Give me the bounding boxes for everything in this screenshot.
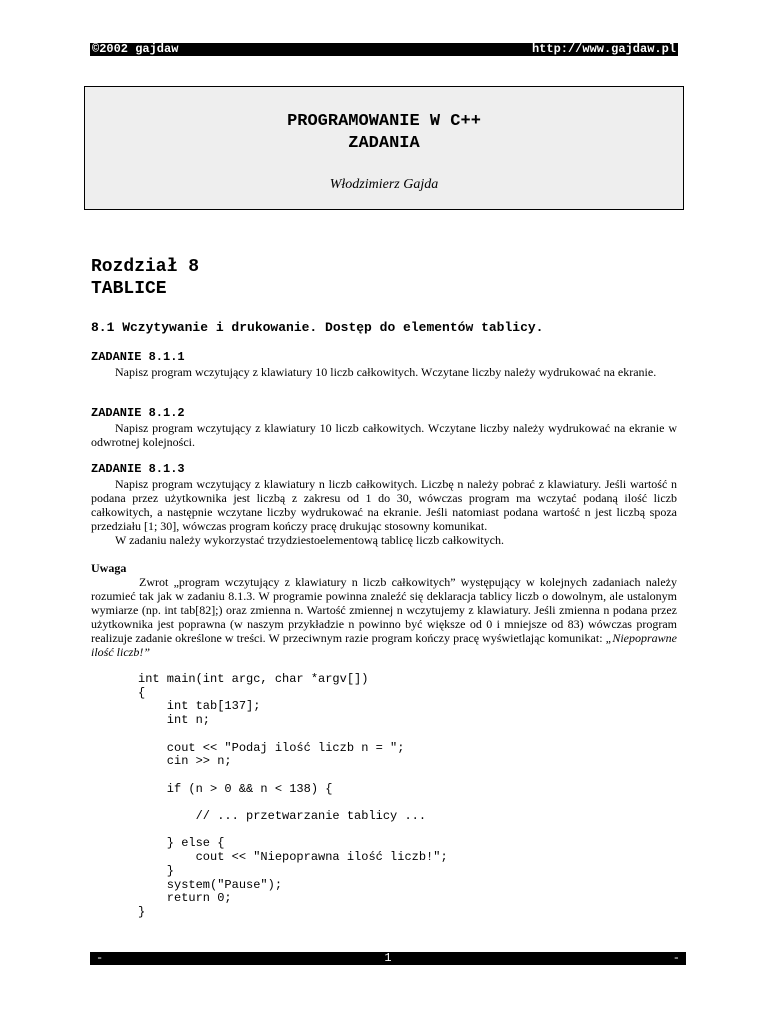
task-paragraph: Napisz program wczytujący z klawiatury 10 liczb całkowitych. Wczytane liczby należy wydrukować na ekranie. (115, 365, 657, 379)
task-body (91, 421, 677, 449)
code-listing: int main(int argc, char *argv[]) { int tab[137]; int n; cout << "Podaj ilość liczb n = "; cin >> n; if (n > 0 && n < 138) { // ... przetwarzanie tablicy ... } else { cout << "Niepoprawna ilość liczb!"; } system("Pause"); return 0; } (138, 672, 448, 919)
note-text: Zwrot „program wczytujący z klawiatury n liczb całkowitych” występujący w kolejnych zadaniach należy rozumieć tak jak w zadaniu 8.1.3. W programie powinna znaleźć się deklaracja tablicy liczb o dowolnym, ale ustalonym wymiarze (np. int tab[82];) oraz zmienna n. Wartość zmiennej n wczytujemy z klawiatury. Jeśli zmienna n podana przez użytkownika jest poprawna (w naszym przykładzie n powinno być większe od 0 i mniejsze od 83) wówczas program realizuje zadanie określone w treści. W przeciwnym razie program kończy pracę wyświetlając komunikat: (91, 575, 677, 645)
task-paragraph: Napisz program wczytujący z klawiatury n liczb całkowitych. Liczbę n należy pobrać z klawiatury. Jeśli wartość n podana przez użytkownika jest liczbą z zakresu od 1 do 30, wówczas program ma wczytać podaną ilość liczb całkowitych, a następnie wczytane liczby wydrukować na ekranie. Jeśli natomiast podana wartość n jest liczbą spoza przedziału [1; 30], wówczas program kończy pracę drukując stosowny komunikat. (91, 477, 677, 533)
header-url: http://www.gajdaw.pl (531, 42, 676, 56)
task-body (91, 477, 677, 547)
page-footer-bar (90, 952, 686, 965)
page-number: 1 (384, 951, 392, 965)
task-paragraph: Napisz program wczytujący z klawiatury 10 liczb całkowitych. Wczytane liczby należy wydrukować na ekranie w odwrotnej kolejności. (91, 421, 677, 449)
task-title: ZADANIE 8.1.3 (91, 462, 185, 476)
footer-right-dash: - (672, 951, 680, 965)
page-header-bar (90, 43, 678, 56)
header-copyright: ©2002 gajdaw (92, 42, 179, 56)
document-title: PROGRAMOWANIE W C++ (287, 112, 481, 131)
note-message: „Niepoprawne ilość liczb!” (91, 631, 677, 659)
task-body (91, 365, 677, 379)
note-title: Uwaga (91, 561, 127, 575)
note-body (91, 575, 677, 659)
task-paragraph: W zadaniu należy wykorzystać trzydziestoelementową tablicę liczb całkowitych. (115, 533, 504, 547)
note-paragraph (91, 575, 677, 659)
document-subtitle: ZADANIA (348, 134, 420, 153)
author-name: Włodzimierz Gajda (329, 177, 439, 192)
chapter-title: TABLICE (91, 279, 167, 299)
chapter-number: Rozdział 8 (91, 257, 200, 277)
footer-left-dash: - (96, 951, 104, 965)
chapter-heading (91, 256, 199, 300)
task-title: ZADANIE 8.1.2 (91, 406, 185, 420)
section-heading: 8.1 Wczytywanie i drukowanie. Dostęp do elementów tablicy. (91, 320, 544, 335)
title-box (84, 86, 684, 210)
task-title: ZADANIE 8.1.1 (91, 350, 185, 364)
